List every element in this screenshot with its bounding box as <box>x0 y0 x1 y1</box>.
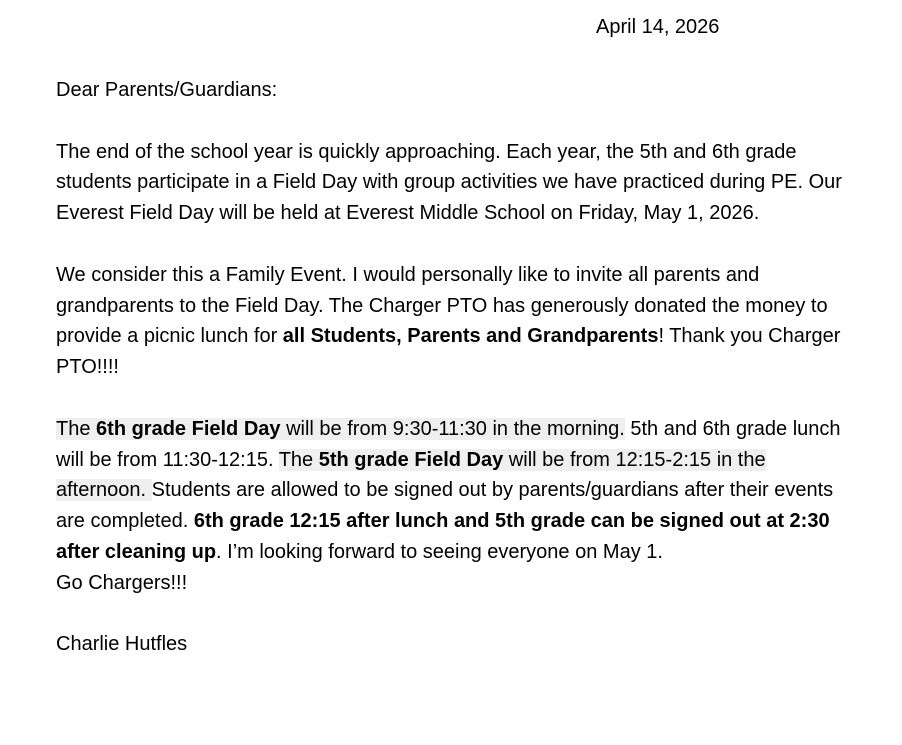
family-event-bold: all Students, Parents and Grandparents <box>282 325 659 348</box>
paragraph-spacer <box>56 106 846 137</box>
paragraph-spacer <box>56 383 846 414</box>
letter-body <box>56 75 846 660</box>
paragraph-family-event <box>56 260 846 383</box>
schedule-closing-text: . I’m looking forward to seeing everyone on May 1. <box>216 540 663 563</box>
paragraph-field-day-intro: The end of the school year is quickly approaching. Each year, the 5th and 6th grade students participate in a Field Day with group activities we have practiced during PE. Our Everest Field Day will be held at Everest Middle School on Friday, May 1, 2026. <box>56 140 842 225</box>
schedule-text: The <box>278 448 319 471</box>
letter-date: April 14, 2026 <box>596 16 720 38</box>
family-event-thanks: ! Thank you Charger PTO!!!! <box>56 325 841 379</box>
paragraph-schedule <box>56 414 846 568</box>
schedule-signout-text: Students are allowed to be signed out by parents/guardians after their events are completed. <box>56 479 834 533</box>
schedule-bold-signout: 6th grade 12:15 after lunch and 5th grade can be signed out at 2:30 after cleaning up <box>56 510 830 563</box>
paragraph-spacer <box>56 229 846 260</box>
family-event-text: We consider this a Family Event. I would personally like to invite all parents and grandparents to the Field Day. The Charger PTO has generously donated the money to provide a picnic lunch for <box>56 263 828 348</box>
schedule-bold-6th: 6th grade Field Day <box>96 417 281 440</box>
signature: Charlie Hutfles <box>56 633 188 656</box>
schedule-text: will be from 12:15-2:15 in the afternoon. <box>56 448 766 502</box>
salutation: Dear Parents/Guardians: <box>56 79 278 101</box>
schedule-text: The <box>56 417 97 440</box>
paragraph-spacer <box>56 599 846 630</box>
highlight-6th-grade-schedule <box>56 418 625 440</box>
closing-line: Go Chargers!!! <box>56 571 188 594</box>
schedule-bold-5th: 5th grade Field Day <box>318 448 504 471</box>
schedule-lunch-text: 5th and 6th grade lunch will be from 11:30-12:15. <box>56 417 841 471</box>
schedule-text: will be from 9:30-11:30 in the morning. <box>280 417 625 440</box>
